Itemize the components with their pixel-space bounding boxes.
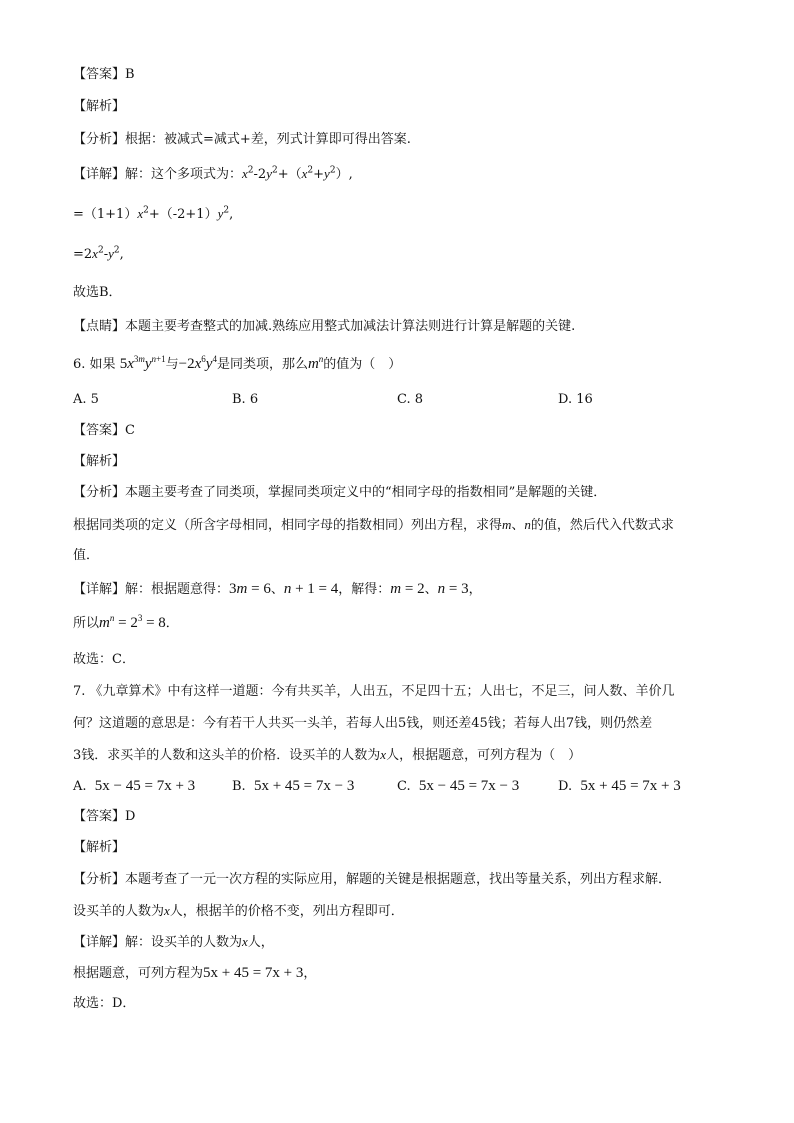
answer-label-5: 【答案】B: [73, 67, 135, 82]
step-line-5a: $=(1+1)x^2+(-2+1)y^2$,: [73, 205, 234, 222]
analysis-label-7: 【解析】: [73, 840, 126, 855]
option-7-c: C. 5x − 45 = 7x − 3: [397, 778, 520, 794]
answer-label-7: 【答案】D: [73, 809, 136, 824]
analysis-text-5: 【分析】根据：被减式=减式+差，列式计算即可得出答案.: [73, 132, 411, 147]
analysis-text-7b: 设买羊的人数为x人，根据羊的价格不变，列出方程即可．: [73, 903, 404, 919]
analysis-text-7: 【分析】本题考查了一元一次方程的实际应用，解题的关键是根据题意，找出等量关系，列出方程求解．: [73, 872, 672, 887]
result-line-6: 所以$m^n = 2^3 = 8$．: [73, 613, 179, 631]
option-6-b: B. 6: [232, 392, 259, 407]
equation-line-7: 根据题意，可列方程为5x + 45 = 7x + 3，: [73, 965, 317, 981]
choice-text-7: 故选：D．: [73, 996, 136, 1011]
answer-label-6: 【答案】C: [73, 423, 135, 438]
analysis-text-6: 【分析】本题主要考查了同类项，掌握同类项定义中的“相同字母的指数相同”是解题的关键．: [73, 485, 607, 500]
choice-text-6: 故选：C．: [73, 652, 135, 667]
option-6-c: C. 8: [397, 392, 424, 407]
option-7-b: B. 5x + 45 = 7x − 3: [232, 778, 355, 794]
question-7-stem-1: 7. 《九章算术》中有这样一道题：今有共买羊，人出五，不足四十五；人出七，不足三，问人数、羊价几: [73, 684, 675, 699]
question-7-stem-3: 3钱．求买羊的人数和这头羊的价格．设买羊的人数为x人，根据题意，可列方程为（ ）: [73, 747, 582, 763]
choice-text-5: 故选B．: [73, 285, 122, 300]
detail-text-5: 【详解】解：这个多项式为：$x^2-2y^2+(x^2+y^2)$,: [73, 165, 353, 182]
analysis-text-6b: 根据同类项的定义（所含字母相同，相同字母的指数相同）列出方程，求得m、n的值，然后代入代数式求: [73, 517, 674, 533]
option-6-a: A. 5: [73, 392, 99, 407]
analysis-text-6c: 值．: [73, 548, 100, 563]
step-line-5b: $=2x^2-y^2$,: [73, 245, 124, 262]
option-7-d: D. 5x + 45 = 7x + 3: [558, 778, 681, 794]
analysis-label-6: 【解析】: [73, 454, 126, 469]
detail-text-6: 【详解】解：根据题意得：3m = 6、n + 1 = 4，解得：m = 2、n = 3，: [73, 581, 482, 597]
detail-text-7: 【详解】解：设买羊的人数为x人，: [73, 934, 274, 950]
question-7-stem-2: 何？这道题的意思是：今有若干人共买一头羊，若每人出5钱，则还差45钱；若每人出7钱，则仍然差: [73, 716, 653, 731]
analysis-label-5: 【解析】: [73, 99, 126, 114]
option-7-a: A. 5x − 45 = 7x + 3: [73, 778, 196, 794]
question-6-stem: 6. 如果 $5x^{3m}y^{n+1}$与$-2x^6y^4$是同类项，那么$m^n$的值为（ ）: [73, 354, 402, 372]
comment-text-5: 【点睛】本题主要考查整式的加减.熟练应用整式加减法计算法则进行计算是解题的关键.: [73, 319, 576, 334]
option-6-d: D. 16: [558, 392, 593, 407]
